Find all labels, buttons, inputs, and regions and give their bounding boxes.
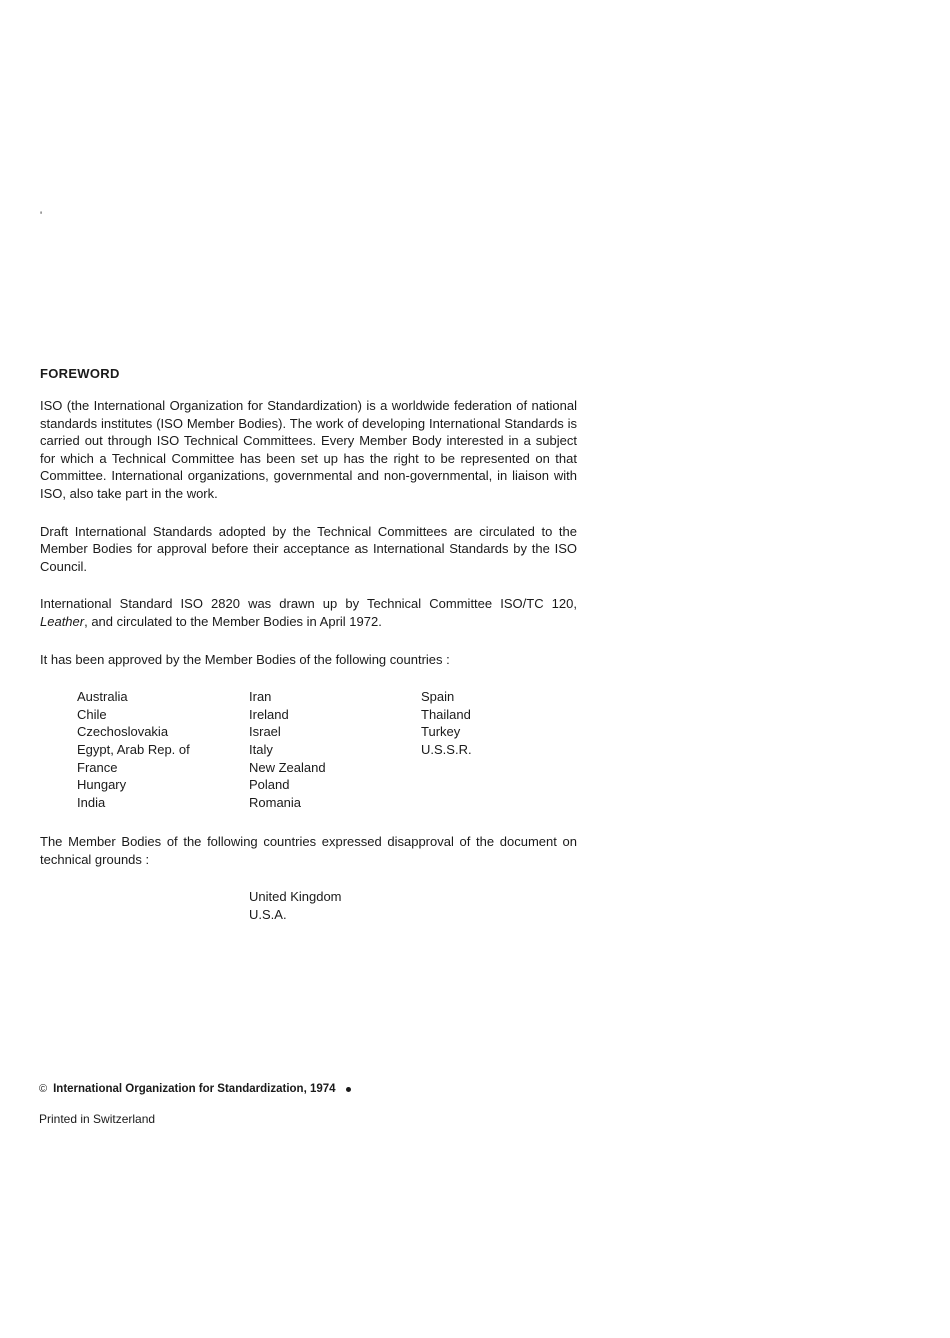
printed-location: Printed in Switzerland bbox=[39, 1112, 156, 1126]
disapproving-countries-list bbox=[249, 888, 577, 924]
country-name: U.S.A. bbox=[249, 907, 287, 923]
standard-text-before: International Standard ISO 2820 was drawn up by Technical Committee ISO/TC 120, bbox=[40, 596, 577, 612]
country-name: United Kingdom bbox=[249, 889, 342, 905]
country-name: Chile bbox=[77, 706, 107, 722]
country-name: Romania bbox=[249, 794, 302, 810]
country-name: Israel bbox=[249, 724, 281, 740]
foreword-heading: FOREWORD bbox=[40, 366, 120, 381]
country-name: Iran bbox=[249, 689, 272, 705]
country-name: Hungary bbox=[77, 777, 127, 793]
country-name: New Zealand bbox=[249, 759, 326, 775]
approved-countries-list bbox=[77, 688, 577, 811]
country-column-2 bbox=[249, 688, 421, 811]
country-name: India bbox=[77, 794, 106, 810]
country-name: Egypt, Arab Rep. of bbox=[77, 741, 190, 757]
country-name: Ireland bbox=[249, 706, 289, 722]
copyright-text: International Organization for Standardization, 1974 bbox=[53, 1083, 336, 1095]
country-name: Poland bbox=[249, 777, 290, 793]
stray-mark: ' bbox=[40, 210, 43, 222]
standard-text-after: , and circulated to the Member Bodies in April 1972. bbox=[84, 613, 382, 629]
standard-paragraph bbox=[40, 595, 577, 630]
foreword-paragraph-2: Draft International Standards adopted by the Technical Committees are circulated to the Member Bodies for approval before their acceptance as International Standards by the ISO Council. bbox=[40, 523, 577, 574]
country-name: U.S.S.R. bbox=[421, 741, 472, 757]
foreword-section bbox=[40, 366, 577, 924]
disapproval-intro: The Member Bodies of the following countries expressed disapproval of the document on technical grounds : bbox=[40, 834, 577, 867]
copyright-symbol: © bbox=[39, 1083, 48, 1095]
country-column-1 bbox=[77, 688, 249, 811]
country-name: Czechoslovakia bbox=[77, 724, 169, 740]
copyright-line bbox=[39, 1083, 351, 1095]
standard-committee-title: Leather bbox=[40, 613, 85, 629]
country-name: Thailand bbox=[421, 706, 471, 722]
country-name: France bbox=[77, 759, 118, 775]
country-name: Turkey bbox=[421, 724, 461, 740]
bullet-dot-icon bbox=[346, 1087, 351, 1092]
country-name: Spain bbox=[421, 689, 455, 705]
country-name: Italy bbox=[249, 741, 273, 757]
country-name: Australia bbox=[77, 689, 128, 705]
foreword-paragraph-1: ISO (the International Organization for Standardization) is a worldwide federation of national standards institutes (ISO Member Bodies). The work of developing International Standards is carried out through ISO Technical Committees. Every Member Body interested in a subject for which a Technical Committee has been set up has the right to be represented on that Committee. International organizations, governmental and non-governmental, in liaison with ISO, also take part in the work. bbox=[40, 398, 577, 501]
approval-intro: It has been approved by the Member Bodies of the following countries : bbox=[40, 651, 450, 667]
country-column-3 bbox=[421, 688, 593, 811]
